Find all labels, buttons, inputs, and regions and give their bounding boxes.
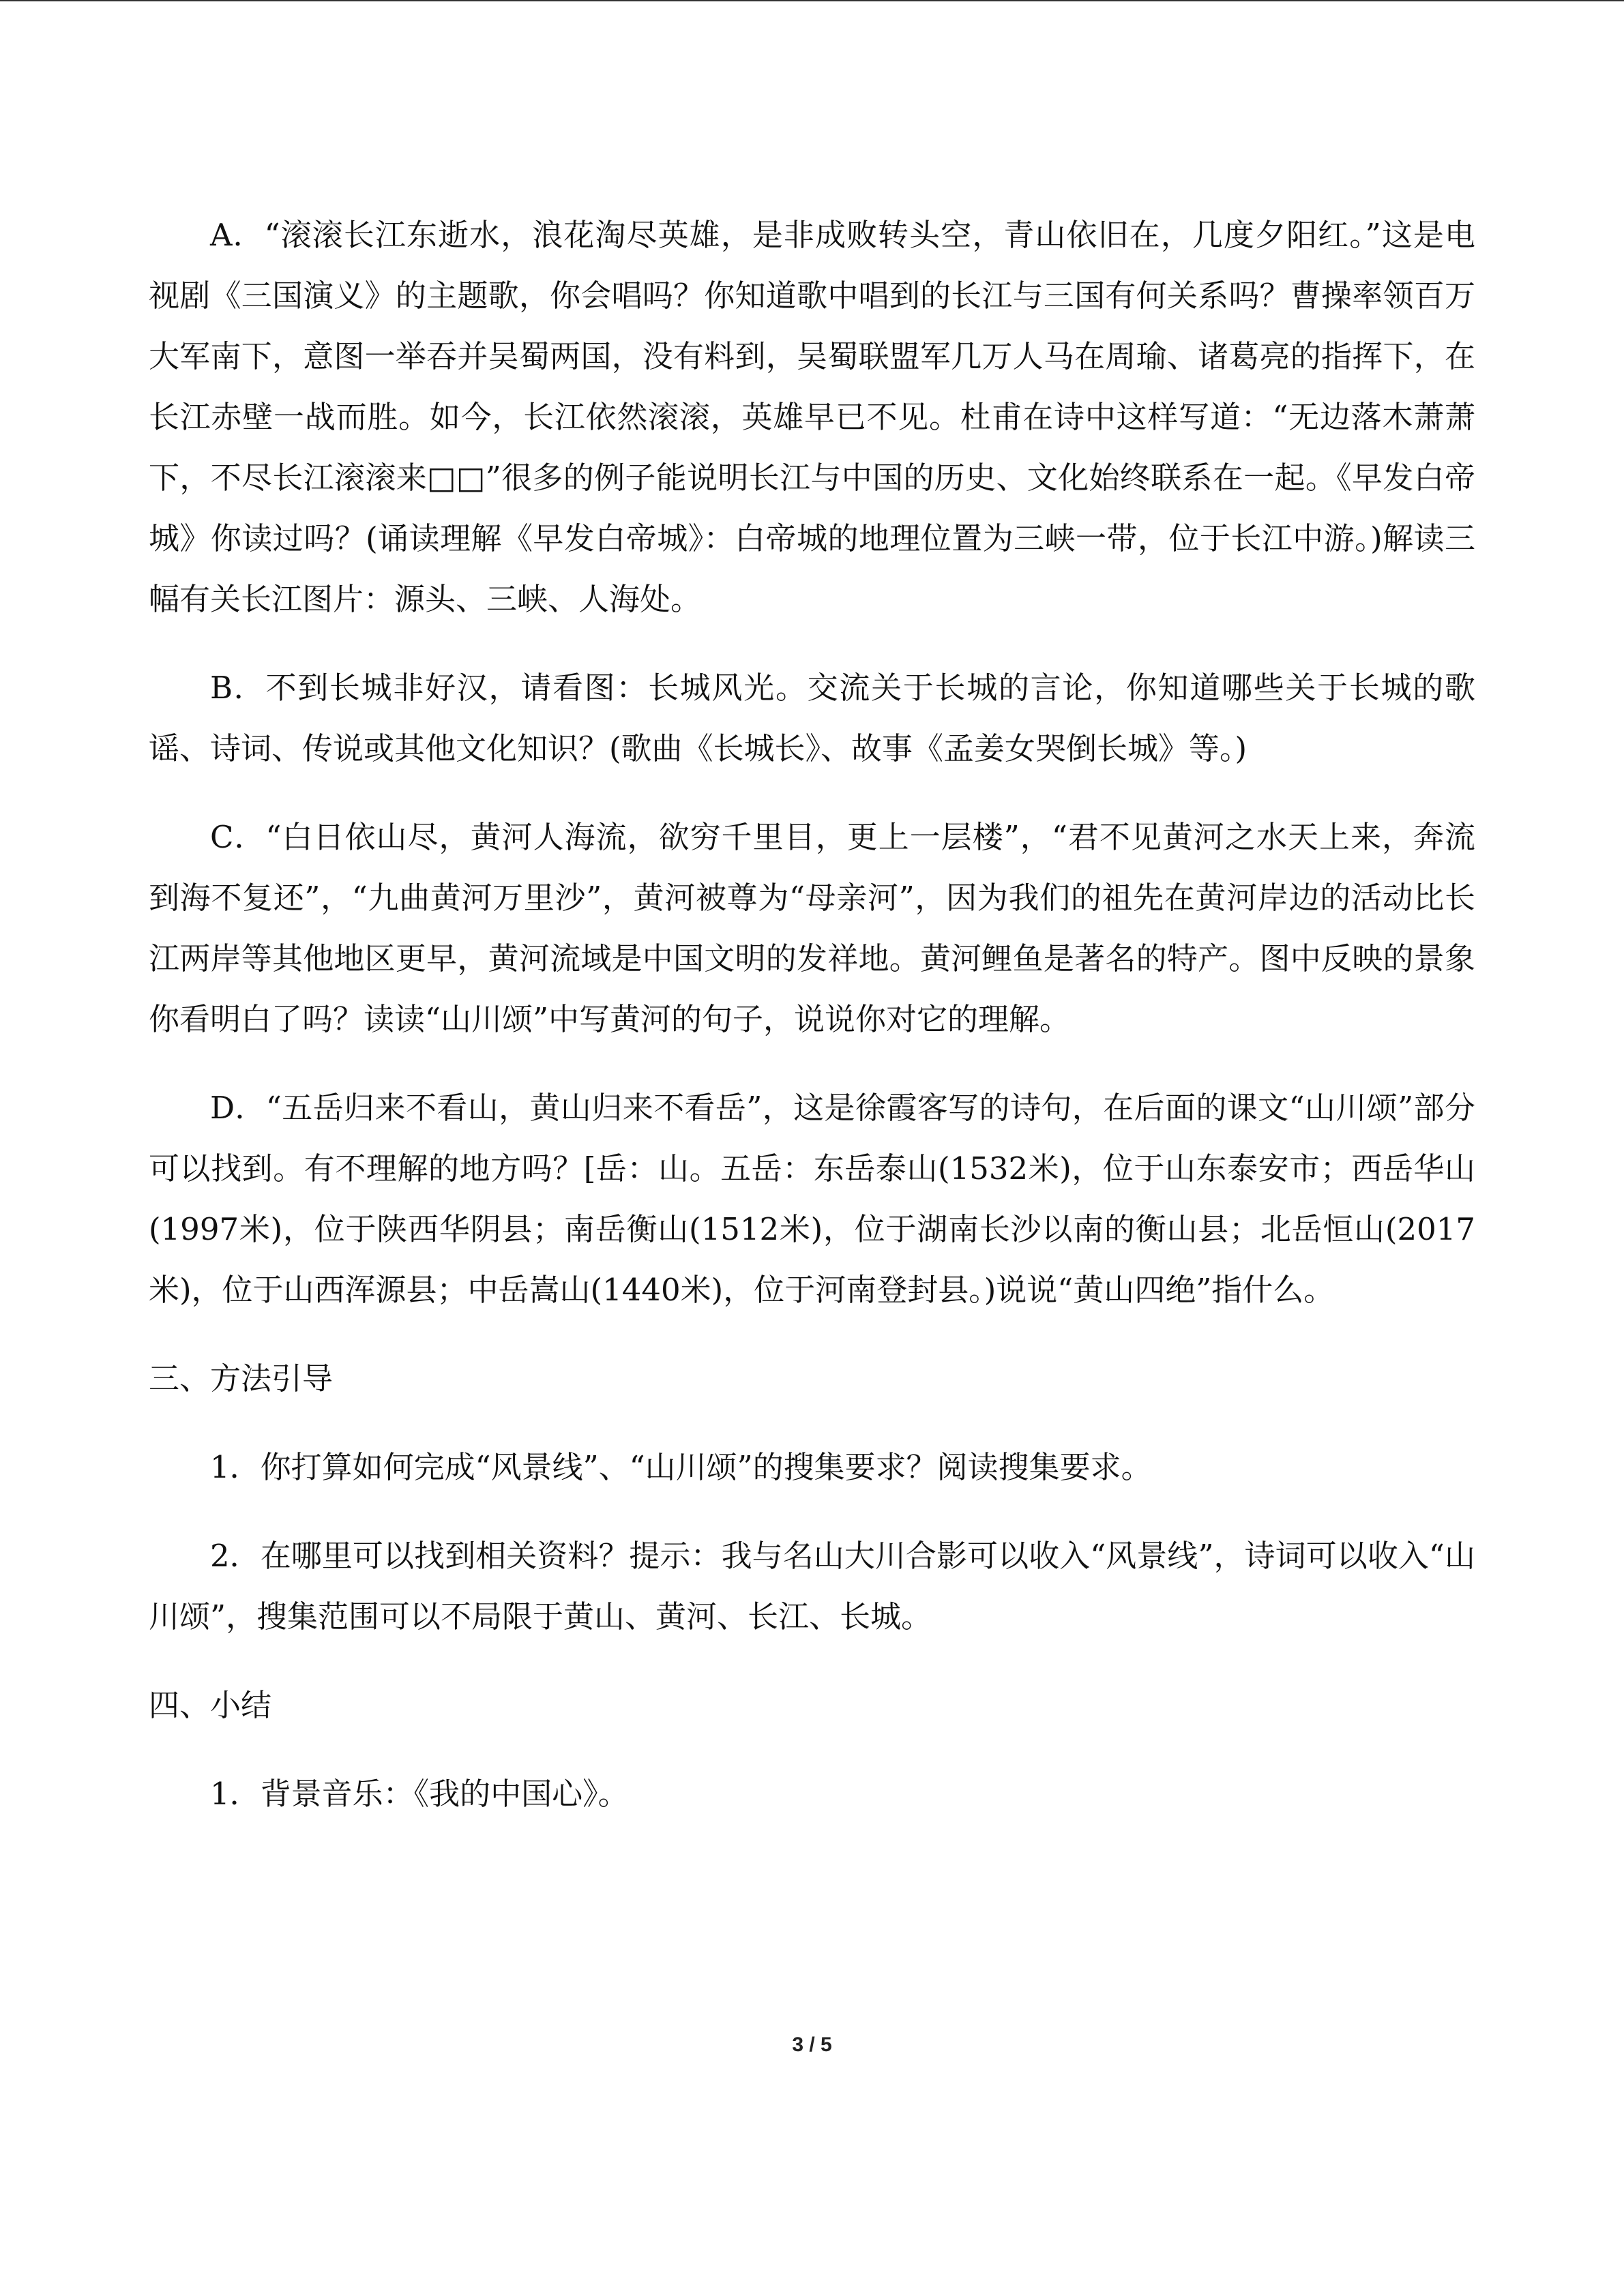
page-number: 3 / 5: [792, 2033, 832, 2056]
method-item-2: 2．在哪里可以找到相关资料？提示：我与名山大川合影可以收入“风景线”，诗词可以收入“山川颂”，搜集范围可以不局限于黄山、黄河、长江、长城。: [149, 1538, 1475, 1635]
paragraph-b-changcheng: B．不到长城非好汉，请看图：长城风光。交流关于长城的言论，你知道哪些关于长城的歌谣、诗词、传说或其他文化知识？(歌曲《长城长》、故事《孟姜女哭倒长城》等。): [149, 670, 1475, 766]
section-heading-summary: 四、小结: [149, 1687, 272, 1723]
paragraph-d-wuyue: D．“五岳归来不看山，黄山归来不看岳”，这是徐霞客写的诗句，在后面的课文“山川颂”部分可以找到。有不理解的地方吗？[岳：山。五岳：东岳泰山(1532米)，位于山东泰安市；西岳华山(1997米)，位于陕西华阴县；南岳衡山(1512米)，位于湖南长沙以南的衡山县；北岳恒山(2017米)，位于山西浑源县；中岳嵩山(1440米)，位于河南登封县。)说说“黄山四绝”指什么。: [149, 1090, 1475, 1308]
paragraph-c-huanghe: C．“白日依山尽，黄河人海流，欲穷千里目，更上一层楼”，“君不见黄河之水天上来，奔流到海不复还”，“九曲黄河万里沙”，黄河被尊为“母亲河”，因为我们的祖先在黄河岸边的活动比长江两岸等其他地区更早，黄河流域是中国文明的发祥地。黄河鲤鱼是著名的特产。图中反映的景象你看明白了吗？读读“山川颂”中写黄河的句子，说说你对它的理解。: [149, 819, 1475, 1037]
section-heading-method: 三、方法引导: [149, 1360, 334, 1397]
top-border-line: [0, 0, 1624, 1]
paragraph-a-changjiang: A．“滚滚长江东逝水，浪花淘尽英雄，是非成败转头空，青山依旧在，几度夕阳红。”这是电视剧《三国演义》的主题歌，你会唱吗？你知道歌中唱到的长江与三国有何关系吗？曹操率领百万大军南下，意图一举吞并吴蜀两国，没有料到，吴蜀联盟军几万人马在周瑜、诸葛亮的指挥下，在长江赤壁一战而胜。如今，长江依然滚滚，英雄早已不见。杜甫在诗中这样写道：“无边落木萧萧下，不尽长江滚滚来□□”很多的例子能说明长江与中国的历史、文化始终联系在一起。《早发白帝城》你读过吗？(诵读理解《早发白帝城》：白帝城的地理位置为三峡一带，位于长江中游。)解读三幅有关长江图片：源头、三峡、人海处。: [149, 217, 1475, 617]
document-body: [149, 205, 1475, 1852]
summary-item-1: 1．背景音乐：《我的中国心》。: [210, 1776, 629, 1812]
method-item-1: 1．你打算如何完成“风景线”、“山川颂”的搜集要求？阅读搜集要求。: [210, 1449, 1152, 1485]
